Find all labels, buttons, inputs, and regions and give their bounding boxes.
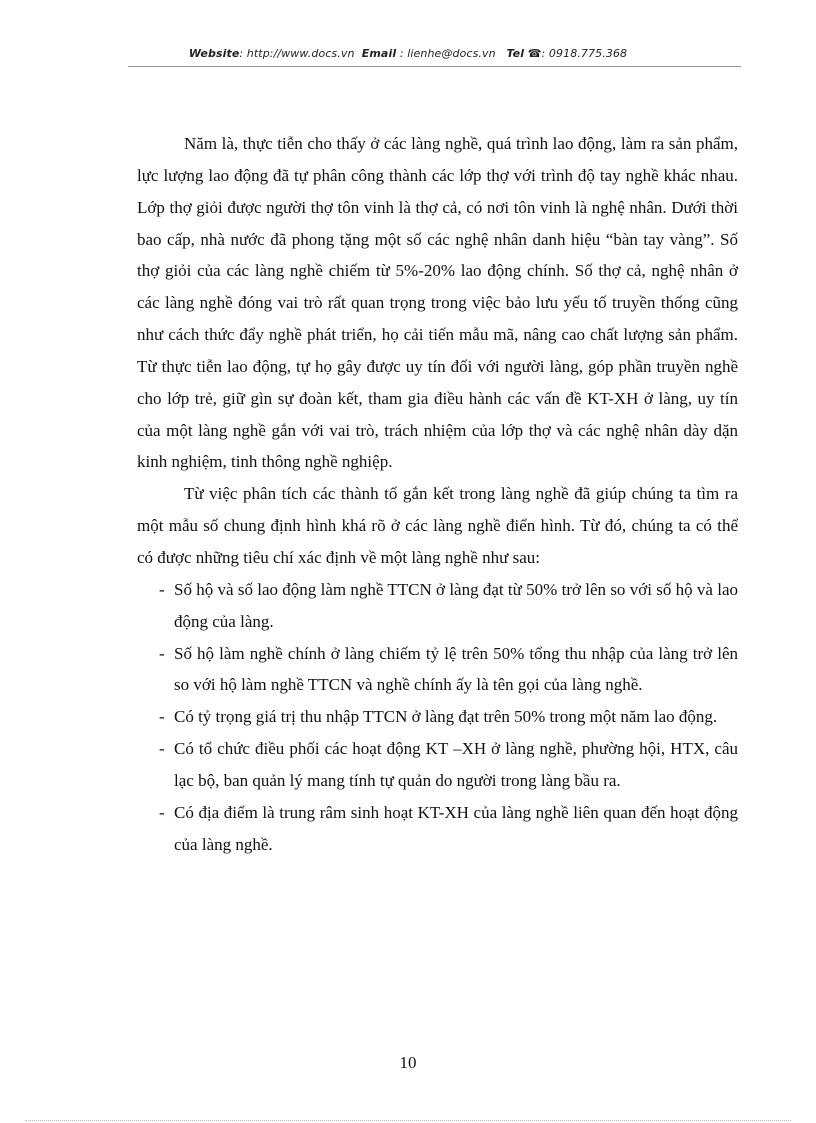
tel-value: : 0918.775.368	[541, 47, 628, 60]
page-number: 10	[399, 1053, 417, 1072]
list-item	[137, 638, 738, 702]
list-item-text: Có tỷ trọng giá trị thu nhập TTCN ở làng đạt trên 50% trong một năm lao động.	[174, 707, 718, 727]
list-item-text: Số hộ làm nghề chính ở làng chiếm tỷ lệ trên 50% tổng thu nhập của làng trở lên so với hộ làm nghề TTCN và nghề chính ấy là tên gọi của làng nghề.	[174, 643, 738, 695]
website-value: : http://www.docs.vn	[239, 47, 355, 60]
page-header	[0, 47, 816, 60]
list-item	[137, 733, 738, 797]
paragraph-tieu-chi-intro: Từ việc phân tích các thành tố gắn kết trong làng nghề đã giúp chúng ta tìm ra một mẫu số chung định hình khá rõ ở các làng nghề điển hình. Từ đó, chúng ta có thể có được những tiêu chí xác định về một làng nghề như sau:	[137, 484, 738, 567]
list-item	[137, 701, 738, 733]
list-item	[137, 574, 738, 638]
list-item-text: Có địa điểm là trung râm sinh hoạt KT-XH của làng nghề liên quan đến hoạt động của làng nghề.	[174, 802, 738, 854]
bullet-marker: -	[159, 643, 165, 663]
bullet-marker: -	[159, 802, 165, 822]
email-value: : lienhe@docs.vn	[399, 47, 496, 60]
phone-icon: ☎	[527, 47, 542, 60]
bullet-marker: -	[159, 707, 165, 727]
document-body	[137, 128, 738, 860]
page-bottom-border	[25, 1120, 791, 1121]
header-divider	[128, 66, 741, 67]
email-label: Email	[361, 47, 397, 60]
list-item-text: Có tổ chức điều phối các hoạt động KT –XH ở làng nghề, phường hội, HTX, câu lạc bộ, ban quản lý mang tính tự quản do người trong làng bầu ra.	[174, 739, 738, 790]
bullet-marker: -	[159, 739, 165, 759]
paragraph-nam-la: Năm là, thực tiễn cho thấy ở các làng nghề, quá trình lao động, làm ra sản phẩm, lực lượng lao động đã tự phân công thành các lớp thợ với trình độ tay nghề khác nhau. Lớp thợ giỏi được người thợ tôn vinh là thợ cả, có nơi tôn vinh là nghệ nhân. Dưới thời bao cấp, nhà nước đã phong tặng một số các nghệ nhân danh hiệu “bàn tay vàng”. Số thợ giỏi của các làng nghề chiếm từ 5%-20% lao động chính. Số thợ cả, nghệ nhân ở các làng nghề đóng vai trò rất quan trọng trong việc bảo lưu yếu tố truyền thống cũng như cách thức đẩy nghề phát triển, họ cải tiến mẫu mã, nâng cao chất lượng sản phẩm. Từ thực tiễn lao động, tự họ gây được uy tín đối với người làng, góp phần truyền nghề cho lớp trẻ, giữ gìn sự đoàn kết, tham gia điều hành các vấn đề KT-XH ở làng, uy tín của một làng nghề gắn với vai trò, trách nhiệm của lớp thợ và các nghệ nhân dày dặn kinh nghiệm, tinh thông nghề nghiệp.	[137, 134, 738, 472]
list-item-text: Số hộ và số lao động làm nghề TTCN ở làng đạt từ 50% trở lên so với số hộ và lao động của làng.	[174, 579, 738, 631]
website-label: Website	[188, 47, 240, 60]
tel-label: Tel	[506, 47, 525, 60]
bullet-marker: -	[159, 579, 165, 599]
list-item	[137, 797, 738, 861]
